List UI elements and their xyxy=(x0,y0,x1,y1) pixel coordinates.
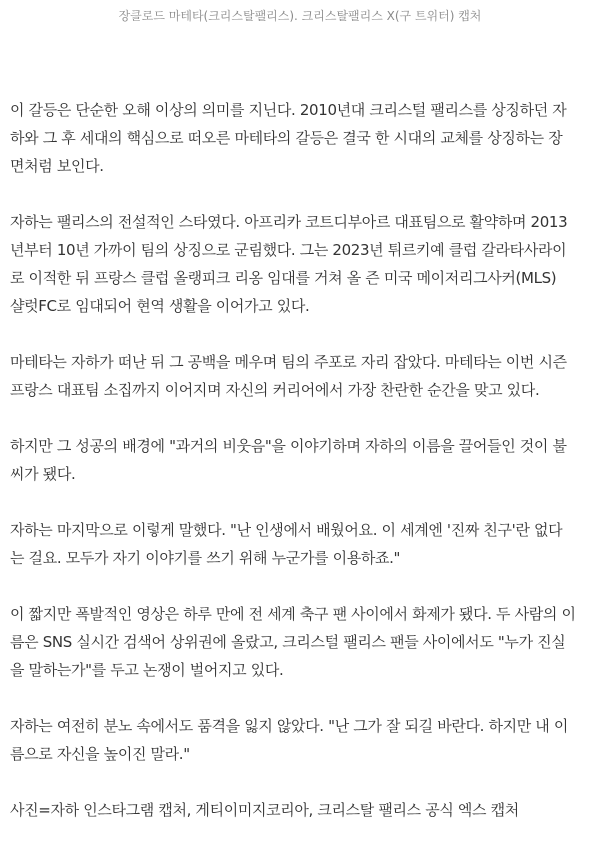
text-line: 면처럼 보인다. xyxy=(10,157,104,175)
text-line: 샬럿FC로 임대되어 현역 생활을 이어가고 있다. xyxy=(10,297,310,315)
paragraph xyxy=(10,600,594,684)
image-caption: 장클로드 마테타(크리스탈팰리스). 크리스탈팰리스 X(구 트위터) 캡처 xyxy=(118,9,482,23)
text-line: 름은 SNS 실시간 검색어 상위권에 올랐고, 크리스털 팰리스 팬들 사이에서도 "누가 진실 xyxy=(10,633,566,651)
text-line: 을 말하는가"를 두고 논쟁이 벌어지고 있다. xyxy=(10,661,284,679)
text-line: 이 갈등은 단순한 오해 이상의 의미를 지닌다. 2010년대 크리스털 팰리스를 상징하던 자 xyxy=(10,101,567,119)
text-line: 로 이적한 뒤 프랑스 클럽 올랭피크 리옹 임대를 거쳐 올 즌 미국 메이저리그사커(MLS) xyxy=(10,269,557,287)
paragraph xyxy=(10,96,594,180)
photo-credit xyxy=(10,796,594,824)
text-line: 자하는 마지막으로 이렇게 말했다. "난 인생에서 배웠어요. 이 세계엔 '진짜 친구'란 없다 xyxy=(10,521,563,539)
text-line: 름으로 자신을 높이진 말라." xyxy=(10,745,190,763)
text-line: 하지만 그 성공의 배경에 "과거의 비웃음"을 이야기하며 자하의 이름을 끌어들인 것이 불 xyxy=(10,437,567,455)
text-line: 이 짧지만 폭발적인 영상은 하루 만에 전 세계 축구 팬 사이에서 화제가 됐다. 두 사람의 이 xyxy=(10,605,576,623)
paragraph xyxy=(10,712,594,768)
text-line: 씨가 됐다. xyxy=(10,465,76,483)
text-line: 자하는 여전히 분노 속에서도 품격을 잃지 않았다. "난 그가 잘 되길 바란다. 하지만 내 이 xyxy=(10,717,569,735)
text-line: 하와 그 후 세대의 핵심으로 떠오른 마테타의 갈등은 결국 한 시대의 교체를 상징하는 장 xyxy=(10,129,563,147)
paragraph xyxy=(10,432,594,488)
text-line: 자하는 팰리스의 전설적인 스타였다. 아프리카 코트디부아르 대표팀으로 활약하며 2013 xyxy=(10,213,568,231)
paragraph xyxy=(10,516,594,572)
text-line: 프랑스 대표팀 소집까지 이어지며 자신의 커리어에서 가장 찬란한 순간을 맞고 있다. xyxy=(10,381,540,399)
text-line: 년부터 10년 가까이 팀의 상징으로 군림했다. 그는 2023년 튀르키예 클럽 갈라타사라이 xyxy=(10,241,567,259)
text-line: 사진=자하 인스타그램 캡처, 게티이미지코리아, 크리스탈 팰리스 공식 엑스 캡처 xyxy=(10,801,519,819)
text-line: 는 걸요. 모두가 자기 이야기를 쓰기 위해 누군가를 이용하죠." xyxy=(10,549,401,567)
paragraph xyxy=(10,348,594,404)
article-body xyxy=(10,96,594,852)
paragraph xyxy=(10,208,594,320)
text-line: 마테타는 자하가 떠난 뒤 그 공백을 메우며 팀의 주포로 자리 잡았다. 마테타는 이번 시즌 xyxy=(10,353,567,371)
